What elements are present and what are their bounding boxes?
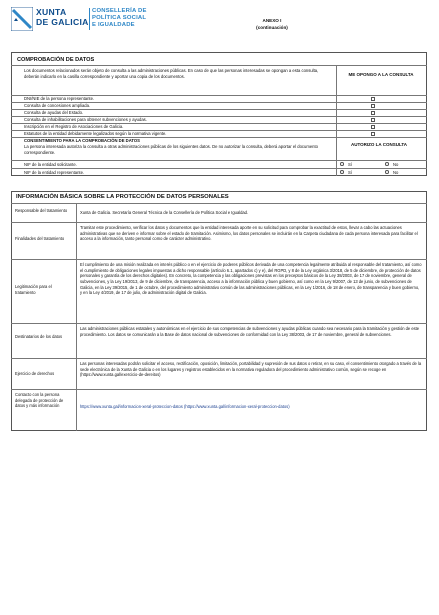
comprobacion-intro: Los documentos relacionados serán objeto de consulta a las administraciones públicas. En caso de que las personas interesadas se opongan a esta consulta, deberán indicarlo en la casilla correspondiente y aportar una copia de los documentos. xyxy=(24,68,319,79)
column-divider xyxy=(336,95,337,137)
divider xyxy=(11,222,427,223)
protection-row-label: Legitimación para el tratamiento xyxy=(15,284,52,295)
protection-row-label: Destinatarios de los datos xyxy=(15,334,63,339)
divider xyxy=(11,259,427,260)
header-divider xyxy=(89,8,90,30)
no-radio[interactable] xyxy=(385,170,389,174)
divider xyxy=(11,323,427,324)
oppose-checkbox[interactable] xyxy=(371,132,375,136)
verification-item: Inscripción en el Registro de Asociaciones de Galicia. xyxy=(24,124,124,129)
oppose-checkbox[interactable] xyxy=(371,104,375,108)
protection-row-text: El cumplimiento de una misión realizada en interés público o en el ejercicio de poderes públicos derivada de una competencia legalmente atribuida al responsable del tratamiento, así como el cumplimiento de obligaciones legales impuestas a dicho responsable (artículo 6.1, apartados c) y e), del RGPD, y 8 de la Ley orgánica 3/2018, de 5 de diciembre, de protección de datos personales y garantía de los derechos digitales). En concreto, la competencia y las obligaciones previstas en los preceptos básicos de la Ley 38/2003, de 17 de noviembre, general de subvenciones, y la Ley 19/2013, de 9 de diciembre, de transparencia, acceso a la información pública y buen gobierno, así como en la Ley 9/2007, de 13 de junio, de subvenciones de Galicia, en la Ley 39/2015, de 1 de octubre, del procedimiento administrativo común de las administraciones públicas, en la Ley 1/2016, de 18 de enero, de transparencia y buen gobierno, y en la Ley 4/2019, de 17 de julio, de administración digital de Galicia. xyxy=(80,262,422,296)
logo-line-2: DE GALICIA xyxy=(36,17,89,27)
verification-item: DNI/NIE de la persona representante. xyxy=(24,96,95,101)
no-label: No xyxy=(393,169,399,175)
yes-label: Sí xyxy=(348,161,352,167)
divider xyxy=(11,203,427,204)
protection-row-text: Las personas interesadas podrán solicitar el acceso, rectificación, oposición, limitación, portabilidad y supresión de sus datos o retirar, en su caso, el consentimiento otorgado a través de la sede electrónica de la Xunta de Galicia o en los lugares y registros establecidos en la normativa reguladora del procedimiento administrativo común, según se recoge en (https://www.xunta.gal/exercicio-de-dereitos) xyxy=(80,361,422,378)
conselleria-line-3: E IGUALDADE xyxy=(92,22,135,28)
oppose-checkbox[interactable] xyxy=(371,111,375,115)
divider xyxy=(11,389,427,390)
authorize-item-label: NIF de la entidad representante. xyxy=(24,169,85,175)
protection-row-label: Ejercicio de derechos xyxy=(15,371,55,376)
logo-line-1: XUNTA xyxy=(36,7,67,17)
no-label: No xyxy=(393,161,399,167)
no-radio[interactable] xyxy=(385,162,389,166)
oppose-checkbox[interactable] xyxy=(371,125,375,129)
authorize-title: CONSENTIMIENTO PARA LA COMPROBACIÓN DE DATOS xyxy=(24,138,140,143)
yes-label: Sí xyxy=(348,169,352,175)
protection-info-link[interactable]: https://www.xunta.gal/informacion-xeral-proteccion-datos (https://www.xunta.gal/informacion-xeral-proteccion-datos) xyxy=(80,404,290,409)
divider xyxy=(11,358,427,359)
annex-subtitle: (continuación) xyxy=(256,25,288,30)
authorize-item-label: NIF de la entidad solicitante. xyxy=(24,161,77,167)
protection-row-text: Tramitar este procedimiento, verificar los datos y documentos que la entidad interesada aporte en su solicitud para comprobar la exactitud de estos, llevar a cabo las actuaciones administrativas que se deriven e informar sobre el estado de tramitación. Asimismo, los datos personales se incluirán en la Carpeta ciudadana de cada persona interesada para facilitar el acceso a la información, tanto personal como de carácter administrativo. xyxy=(80,225,418,242)
protection-row-label: Finalidades del tratamiento xyxy=(15,236,65,241)
verification-item: Consulta de inhabilitaciones para obtener subvenciones y ayudas. xyxy=(24,117,147,122)
protection-row-label: Responsable del tratamiento xyxy=(15,208,68,213)
column-divider xyxy=(336,137,337,176)
section-title-comprobacion: COMPROBACIÓN DE DATOS xyxy=(17,57,95,63)
oppose-header: ME OPONGO A LA CONSULTA xyxy=(348,72,414,77)
verification-item: Consulta de concesiones ampliada. xyxy=(24,103,91,108)
yes-radio[interactable] xyxy=(340,170,344,174)
column-divider xyxy=(76,203,77,431)
column-divider xyxy=(336,65,337,95)
protection-row-text: Las administraciones públicas estatales y autonómicas en el ejercicio de sus competencias de subvenciones y ayudas públicas cuando sea necesario para la tramitación y gestión de este procedimiento. Los datos se comunicarán a la Base de datos nacional de subvenciones de conformidad con la Ley 38/2003, de 17 de noviembre, general de subvenciones. xyxy=(80,326,420,337)
protection-row-text: Xunta de Galicia. Secretaría General Técnica de la Consellería de Política Social e Igualdad. xyxy=(80,210,249,215)
yes-radio[interactable] xyxy=(340,162,344,166)
conselleria-line-2: POLÍTICA SOCIAL xyxy=(92,15,147,21)
verification-item: Consulta de ayudas del Estado. xyxy=(24,110,84,115)
authorize-text: La persona interesada autoriza la consulta a otras administraciones públicas de los siguientes datos. De no autorizar la consulta, deberá aportar el documento correspondiente. xyxy=(24,144,318,155)
conselleria-line-1: CONSELLERÍA DE xyxy=(92,8,147,14)
divider xyxy=(11,65,427,66)
annex-title: ANEXO I xyxy=(262,18,282,23)
oppose-checkbox[interactable] xyxy=(371,118,375,122)
verification-item: Estatutos de la entidad debidamente legalizados según la normativa vigente. xyxy=(24,131,167,136)
galicia-flag-icon xyxy=(11,7,33,31)
authorize-header: AUTORIZO LA CONSULTA xyxy=(350,142,408,147)
oppose-checkbox[interactable] xyxy=(371,97,375,101)
section-title-proteccion: INFORMACIÓN BÁSICA SOBRE LA PROTECCIÓN DE DATOS PERSONALES xyxy=(16,194,229,200)
protection-row-label: Contacto con la persona delegada de protección de datos y más información xyxy=(15,392,64,409)
